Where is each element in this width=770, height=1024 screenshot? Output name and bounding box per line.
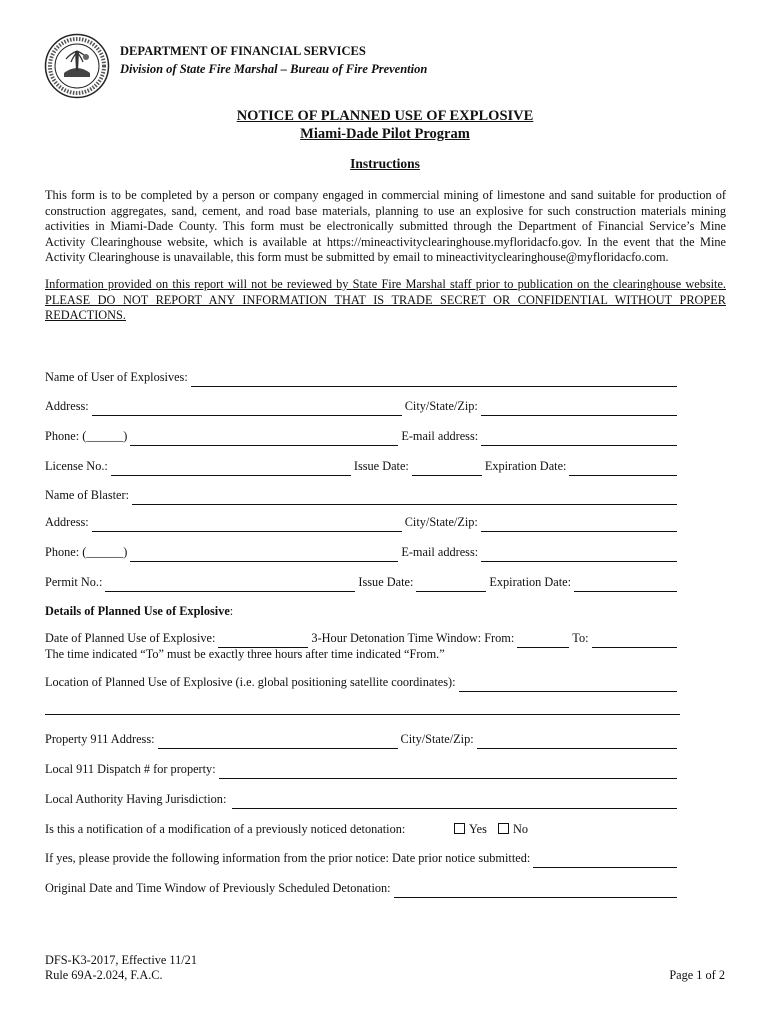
no-label: No [513,822,529,836]
modification-yes-option[interactable] [454,822,487,837]
florida-state-seal-icon [44,33,110,99]
department-name: DEPARTMENT OF FINANCIAL SERVICES [120,44,366,58]
email-label: E-mail address: [401,429,479,443]
no-checkbox[interactable] [498,823,509,834]
issue-date-label: Issue Date: [353,459,409,473]
user-address-row [45,398,680,416]
city-state-zip-label: City/State/Zip: [400,732,474,746]
prior-notice-label: If yes, please provide the following information from the prior notice: Date prior notice submitted: [45,851,531,865]
permit-expiration-date-field[interactable] [574,578,677,592]
license-field[interactable] [111,462,351,476]
permit-issue-date-field[interactable] [416,578,486,592]
prior-notice-date-field[interactable] [533,854,677,868]
blaster-phone-field[interactable] [130,548,398,562]
original-window-row [45,880,680,898]
time-window-note: The time indicated “To” must be exactly three hours after time indicated “From.” [45,647,445,661]
modification-no-option[interactable] [498,822,528,837]
expiration-date-label: Expiration Date: [489,575,571,589]
email-label: E-mail address: [401,545,479,559]
user-name-label: Name of User of Explosives: [45,370,188,384]
planned-date-row [45,630,680,648]
planned-date-field[interactable] [218,634,308,648]
form-title: NOTICE OF PLANNED USE OF EXPLOSIVE [236,108,534,124]
window-to-label: To: [572,631,589,645]
license-row [45,458,680,476]
city-state-zip-label: City/State/Zip: [404,399,478,413]
blaster-address-row [45,514,680,532]
blaster-name-field[interactable] [132,491,677,505]
property-911-field[interactable] [158,735,398,749]
location-field-line-2[interactable] [45,714,680,715]
property-city-state-zip-field[interactable] [477,735,677,749]
permit-field[interactable] [105,578,355,592]
local-authority-label: Local Authority Having Jurisdiction: [45,792,227,806]
window-to-field[interactable] [592,634,677,648]
details-heading-colon: : [229,604,234,618]
user-phone-field[interactable] [130,432,398,446]
prior-notice-row [45,850,680,868]
property-911-label: Property 911 Address: [45,732,155,746]
form-id: DFS-K3-2017, Effective 11/21 [45,953,197,967]
blaster-email-field[interactable] [481,548,677,562]
instructions-heading: Instructions [350,156,420,171]
permit-row [45,574,680,592]
form-subtitle: Miami-Dade Pilot Program [300,126,470,142]
address-label: Address: [45,515,89,529]
window-from-field[interactable] [517,634,569,648]
address-label: Address: [45,399,89,413]
user-address-field[interactable] [92,402,402,416]
user-phone-row [45,428,680,446]
user-city-state-zip-field[interactable] [481,402,677,416]
permit-label: Permit No.: [45,575,103,589]
user-email-field[interactable] [481,432,677,446]
page-number: Page 1 of 2 [669,968,725,982]
location-row [45,674,680,692]
local-dispatch-field[interactable] [219,765,677,779]
planned-date-label: Date of Planned Use of Explosive: [45,631,216,645]
rule-reference: Rule 69A-2.024, F.A.C. [45,968,163,982]
user-name-field[interactable] [191,373,677,387]
license-expiration-date-field[interactable] [569,462,677,476]
local-dispatch-row [45,761,680,779]
window-from-label: 3-Hour Detonation Time Window: From: [311,631,515,645]
original-window-label: Original Date and Time Window of Previously Scheduled Detonation: [45,881,391,895]
details-heading [45,604,233,619]
blaster-name-row [45,487,680,505]
issue-date-label: Issue Date: [358,575,414,589]
details-heading-text: Details of Planned Use of Explosive [45,604,230,618]
blaster-name-label: Name of Blaster: [45,488,130,502]
division-name: Division of State Fire Marshal – Bureau of Fire Prevention [120,62,428,76]
yes-label: Yes [469,822,487,836]
expiration-date-label: Expiration Date: [484,459,567,473]
blaster-address-field[interactable] [92,518,402,532]
local-authority-row [45,791,680,809]
phone-label: Phone: (______) [45,429,128,443]
confidentiality-notice: Information provided on this report will not be reviewed by State Fire Marshal staff prior to publication on the clearinghouse website. PLEASE DO NOT REPORT ANY INFORMATION THAT IS TRADE SECRET OR CONFIDENTIAL WITHOUT PROPER REDACTIONS. [45,277,726,322]
location-label: Location of Planned Use of Explosive (i.e. global positioning satellite coordinates): [45,675,456,689]
license-label: License No.: [45,459,108,473]
local-authority-field[interactable] [232,795,677,809]
blaster-phone-row [45,544,680,562]
instructions-paragraph: This form is to be completed by a person or company engaged in commercial mining of limestone and sand suitable for production of construction aggregates, sand, cement, and road base materials, planning to use an explosive for such construction materials mining activities in Miami-Dade County. This form must be electronically submitted through the Department of Financial Service’s Mine Activity Clearinghouse website, which is available at https://mineactivityclearinghouse.myfloridacfo.gov. In the event that the Mine Activity Clearinghouse is unavailable, this form must be submitted by email to mineactivityclearinghouse@myfloridacfo.com. [45,188,726,264]
local-dispatch-label: Local 911 Dispatch # for property: [45,762,216,776]
user-name-row [45,369,680,387]
yes-checkbox[interactable] [454,823,465,834]
license-issue-date-field[interactable] [412,462,482,476]
property-911-row [45,731,680,749]
city-state-zip-label: City/State/Zip: [404,515,478,529]
modification-question: Is this a notification of a modification of a previously noticed detonation: [45,822,406,836]
original-window-field[interactable] [394,884,677,898]
blaster-city-state-zip-field[interactable] [481,518,677,532]
phone-label: Phone: (______) [45,545,128,559]
location-field[interactable] [459,678,678,692]
